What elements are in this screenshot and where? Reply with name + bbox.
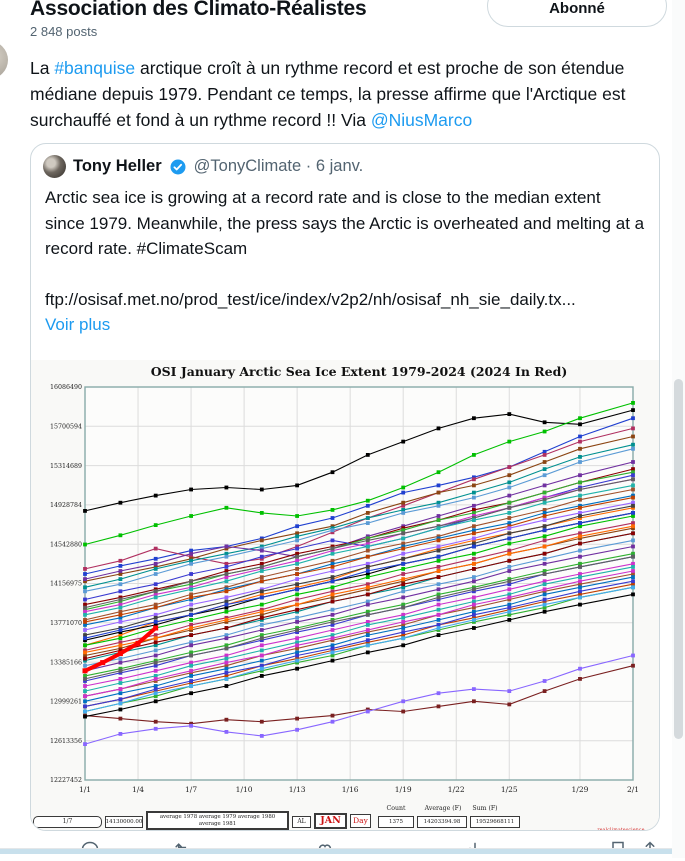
svg-text:1/16: 1/16 <box>341 784 359 794</box>
svg-text:1/7: 1/7 <box>185 784 198 794</box>
svg-text:12227452: 12227452 <box>49 776 82 784</box>
page-title: Association des Climato-Réalistes <box>30 0 367 20</box>
svg-text:1/19: 1/19 <box>394 784 412 794</box>
svg-text:1/25: 1/25 <box>500 784 518 794</box>
avatar[interactable] <box>43 155 66 178</box>
chart-image[interactable] <box>31 360 659 830</box>
count-value-box: 1375 <box>378 816 414 828</box>
svg-text:OSI January Arctic Sea Ice Ext: OSI January Arctic Sea Ice Extent 1979-2024 (2024 In Red) <box>150 363 568 379</box>
sum-label: Sum (F) <box>472 804 498 812</box>
tweet-text-part: La <box>30 58 55 78</box>
svg-text:13385166: 13385166 <box>49 658 82 666</box>
scrollbar[interactable] <box>672 0 685 858</box>
average-value-box: 14203394.98 <box>417 816 467 828</box>
author-name[interactable]: Tony Heller <box>73 157 162 175</box>
bottom-highlight-bar <box>0 848 685 854</box>
svg-text:1/10: 1/10 <box>235 784 253 794</box>
svg-text:1/4: 1/4 <box>131 784 145 794</box>
chart-footer-toolbar <box>31 805 659 831</box>
sea-ice-chart <box>31 360 659 800</box>
svg-text:16086490: 16086490 <box>49 383 82 391</box>
quoted-tweet-header <box>31 144 659 181</box>
mention-link[interactable]: @NiusMarco <box>370 110 473 130</box>
svg-text:15700594: 15700594 <box>49 423 82 430</box>
author-handle-date[interactable]: @TonyClimate · 6 janv. <box>193 157 364 175</box>
see-more-link[interactable]: Voir plus <box>45 315 111 334</box>
svg-text:14156975: 14156975 <box>49 580 82 588</box>
svg-text:1/29: 1/29 <box>571 784 589 794</box>
hashtag-link[interactable]: #banquise <box>54 58 136 78</box>
day-box: 1/7 <box>33 816 102 828</box>
svg-text:15314689: 15314689 <box>49 462 82 470</box>
count-label: Count <box>386 804 406 812</box>
sum-value-box: 19529668111 <box>470 816 520 828</box>
tweet-action-bar <box>0 831 685 854</box>
svg-text:1/13: 1/13 <box>288 784 306 794</box>
svg-text:1/1: 1/1 <box>78 784 92 794</box>
average-years-box: average 1978 average 1979 average 1980 average 1981 <box>146 811 289 830</box>
svg-text:1/22: 1/22 <box>447 784 465 794</box>
svg-text:14928784: 14928784 <box>49 501 82 509</box>
tweet-text-part: arctique croît à un rythme record et est proche de son étendue médiane depuis 1979. Pendant ce temps, la presse affirme que l'Arctique est surchauffé et fond à un rythme record !! Via <box>30 58 626 130</box>
month-box: JAN <box>314 813 347 829</box>
quoted-tweet-text: Arctic sea ice is growing at a record rate and is close to the median extent since 1979. Meanwhile, the press says the Arctic is overheated and melting at a record rate. #ClimateScam <box>45 188 645 258</box>
svg-text:12613356: 12613356 <box>49 737 82 745</box>
mode-box: Day <box>350 814 371 828</box>
posts-count: 2 848 posts <box>30 24 98 39</box>
value-box: 14130000.00 <box>105 816 143 828</box>
svg-text:13771070: 13771070 <box>49 619 82 627</box>
watermark-logo <box>597 796 642 828</box>
svg-text:12999261: 12999261 <box>49 698 82 706</box>
average-label: Average (F) <box>424 804 462 812</box>
svg-text:14542880: 14542880 <box>49 540 82 548</box>
watermark-text: realclimatescience <box>597 827 645 831</box>
avatar[interactable] <box>0 41 8 79</box>
profile-header <box>0 0 685 45</box>
quoted-tweet-card[interactable] <box>30 143 660 831</box>
tweet-text <box>30 55 663 133</box>
verified-badge-icon <box>169 158 187 176</box>
al-box: AL <box>292 816 311 828</box>
scrollbar-thumb[interactable] <box>674 379 683 739</box>
following-button[interactable]: Abonné <box>487 0 667 27</box>
ftp-link-text: ftp://osisaf.met.no/prod_test/ice/index/v2p2/nh/osisaf_nh_sie_daily.tx... <box>45 289 576 309</box>
svg-text:2/1: 2/1 <box>626 784 640 794</box>
